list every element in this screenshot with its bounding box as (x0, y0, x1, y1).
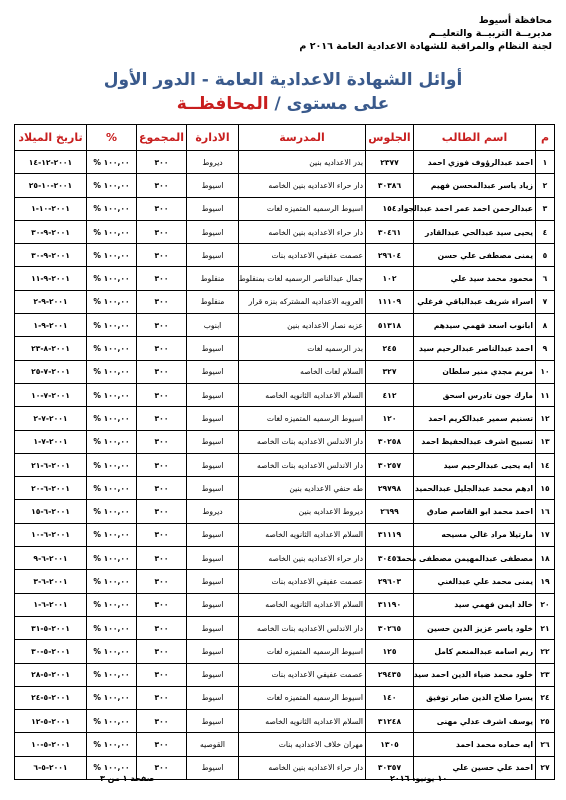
total-score: ٣٠٠ (137, 477, 187, 500)
table-row (15, 500, 555, 523)
total-score: ٣٠٠ (137, 616, 187, 639)
total-score: ٣٠٠ (137, 570, 187, 593)
school-name: عصمت عفيفي الاعداديه بنات (239, 244, 366, 267)
print-date: ١٠ يونيو، ٢٠١٦ (390, 774, 448, 783)
table-row (15, 616, 555, 639)
seat-number: ١٢٥ (366, 640, 414, 663)
percentage: ١٠٠,٠٠ % (87, 453, 137, 476)
administration: اسيوط (187, 547, 239, 570)
table-row (15, 733, 555, 756)
school-name: مهران خلاف الاعداديه بنات (239, 733, 366, 756)
committee-label: لجنة النظام والمراقبة للشهادة الاعدادية العامة ٢٠١٦ م (299, 41, 552, 52)
seat-number: ٣٠٣٨٦ (366, 174, 414, 197)
administration: اسيوط (187, 616, 239, 639)
percentage: ١٠٠,٠٠ % (87, 151, 137, 174)
seat-number: ٢٣٧٧ (366, 151, 414, 174)
table-row (15, 710, 555, 733)
ministry-header (299, 14, 552, 53)
row-number: ٤ (536, 220, 555, 243)
seat-number: ٣٠٤٦١ (366, 220, 414, 243)
student-name: مصطفى عبدالمهيمن مصطفى محمد (414, 547, 536, 570)
administration: اسيوط (187, 686, 239, 709)
school-name: عصمت عفيفي الاعداديه بنات (239, 570, 366, 593)
administration: اسيوط (187, 407, 239, 430)
school-name: اسيوط الرسميه المتميزه لغات (239, 640, 366, 663)
school-name: دار حراء الاعداديه بنين الخاصه (239, 547, 366, 570)
student-name: احمد علي حسين علي (414, 756, 536, 779)
student-name: تسنيم سمير عبدالكريم احمد (414, 407, 536, 430)
administration: منفلوط (187, 290, 239, 313)
total-score: ٣٠٠ (137, 663, 187, 686)
percentage: ١٠٠,٠٠ % (87, 570, 137, 593)
row-number: ٦ (536, 267, 555, 290)
school-name: اسيوط الرسميه المتميزه لغات (239, 197, 366, 220)
student-name: اسراء شريف عبدالباقي فرغلي (414, 290, 536, 313)
birth-date: ٢٠٠١-١٠-١ (15, 197, 87, 220)
percentage: ١٠٠,٠٠ % (87, 430, 137, 453)
administration: اسيوط (187, 570, 239, 593)
row-number: ٩ (536, 337, 555, 360)
table-row (15, 151, 555, 174)
birth-date: ٢٠٠١-٦-١ (15, 593, 87, 616)
student-name: خالد ايمن فهمي سيد (414, 593, 536, 616)
table-row (15, 477, 555, 500)
administration: اسيوط (187, 710, 239, 733)
percentage: ١٠٠,٠٠ % (87, 267, 137, 290)
percentage: ١٠٠,٠٠ % (87, 244, 137, 267)
total-score: ٣٠٠ (137, 500, 187, 523)
student-name: مارك جون تادرس اسحق (414, 383, 536, 406)
row-number: ١٧ (536, 523, 555, 546)
school-name: بدر الاعداديه بنين (239, 151, 366, 174)
school-name: بدر الرسميه لغات (239, 337, 366, 360)
table-row (15, 593, 555, 616)
school-name: السلام الاعداديه الثانويه الخاصه (239, 523, 366, 546)
seat-number: ١٣٠٥ (366, 733, 414, 756)
col-header-total: المجموع (137, 125, 187, 151)
birth-date: ٢٠٠١-٦-٣ (15, 570, 87, 593)
seat-number: ٣٠٣٥٧ (366, 756, 414, 779)
table-row (15, 360, 555, 383)
student-name: احمد عبدالناصر عبدالرحيم سيد (414, 337, 536, 360)
birth-date: ٢٠٠١-٥-٢٤ (15, 686, 87, 709)
seat-number: ١٤٠ (366, 686, 414, 709)
administration: ديروط (187, 500, 239, 523)
seat-number: ١١١٠٩ (366, 290, 414, 313)
seat-number: ٣١١٩٠ (366, 593, 414, 616)
seat-number: ٣٠٢٥٧ (366, 453, 414, 476)
school-name: دار الاندلس الاعداديه بنات الخاصه (239, 616, 366, 639)
percentage: ١٠٠,٠٠ % (87, 383, 137, 406)
administration: ابنوب (187, 314, 239, 337)
birth-date: ٢٠٠١-٩-٣٠ (15, 244, 87, 267)
total-score: ٣٠٠ (137, 733, 187, 756)
student-name: يسرا صلاح الدين صابر توفيق (414, 686, 536, 709)
document-title: أوائل الشهادة الاعدادية العامة - الدور الأول (103, 70, 463, 90)
table-row (15, 756, 555, 779)
total-score: ٣٠٠ (137, 360, 187, 383)
seat-number: ٢٩٧٩٨ (366, 477, 414, 500)
school-name: العروبه الاعداديه المشتركه بنزه قرار (239, 290, 366, 313)
total-score: ٣٠٠ (137, 407, 187, 430)
school-name: دار حراء الاعداديه بنين الخاصه (239, 220, 366, 243)
seat-number: ٣٠٢٥٨ (366, 430, 414, 453)
total-score: ٣٠٠ (137, 337, 187, 360)
school-name: السلام الاعداديه الثانويه الخاصه (239, 383, 366, 406)
row-number: ١٨ (536, 547, 555, 570)
table-row (15, 314, 555, 337)
table-row (15, 640, 555, 663)
document-subtitle (0, 94, 566, 114)
birth-date: ٢٠٠١-٧-١ (15, 430, 87, 453)
col-header-pct: % (87, 125, 137, 151)
row-number: ٨ (536, 314, 555, 337)
percentage: ١٠٠,٠٠ % (87, 547, 137, 570)
student-name: ايه حماده محمد احمد (414, 733, 536, 756)
total-score: ٣٠٠ (137, 290, 187, 313)
school-name: اسيوط الرسميه المتميزه لغات (239, 686, 366, 709)
student-name: مارتيلا مراد غالي مسيحه (414, 523, 536, 546)
row-number: ٧ (536, 290, 555, 313)
administration: القوصيه (187, 733, 239, 756)
total-score: ٣٠٠ (137, 547, 187, 570)
table-row (15, 663, 555, 686)
row-number: ٢٠ (536, 593, 555, 616)
school-name: اسيوط الرسميه المتميزه لغات (239, 407, 366, 430)
table-row (15, 174, 555, 197)
student-name: زياد ياسر عبدالمحسن فهيم (414, 174, 536, 197)
total-score: ٣٠٠ (137, 640, 187, 663)
birth-date: ٢٠٠١-٥-١٢ (15, 710, 87, 733)
total-score: ٣٠٠ (137, 220, 187, 243)
seat-number: ٢٩٤٣٥ (366, 663, 414, 686)
birth-date: ٢٠٠١-١٠-٢٥ (15, 174, 87, 197)
seat-number: ١٠٢ (366, 267, 414, 290)
table-row (15, 430, 555, 453)
percentage: ١٠٠,٠٠ % (87, 477, 137, 500)
school-name: دار حراء الاعداديه بنين الخاصه (239, 174, 366, 197)
seat-number: ٢٦٩٩ (366, 500, 414, 523)
table-row (15, 686, 555, 709)
student-name: يحيى سيد عبدالحي عبدالقادر (414, 220, 536, 243)
subtitle-highlight: المحافظــة (176, 94, 269, 114)
birth-date: ٢٠٠١-٦-١٥ (15, 500, 87, 523)
school-name: السلام الاعداديه الثانويه الخاصه (239, 710, 366, 733)
student-name: ادهم محمد عبدالجليل عبدالحميد (414, 477, 536, 500)
governorate-label: محافظة أسيوط (478, 15, 552, 26)
seat-number: ٣٢٧ (366, 360, 414, 383)
birth-date: ٢٠٠١-٥-٦ (15, 756, 87, 779)
percentage: ١٠٠,٠٠ % (87, 337, 137, 360)
seat-number: ٣١١١٩ (366, 523, 414, 546)
seat-number: ٢٤٥ (366, 337, 414, 360)
administration: اسيوط (187, 640, 239, 663)
row-number: ٢٤ (536, 686, 555, 709)
student-name: مريم مجدي منير سلطان (414, 360, 536, 383)
school-name: عزبه نصار الاعداديه بنين (239, 314, 366, 337)
administration: اسيوط (187, 430, 239, 453)
percentage: ١٠٠,٠٠ % (87, 500, 137, 523)
administration: اسيوط (187, 360, 239, 383)
student-name: يمنى مصطفى علي حسن (414, 244, 536, 267)
results-table (14, 124, 555, 780)
percentage: ١٠٠,٠٠ % (87, 663, 137, 686)
seat-number: ١٢٠ (366, 407, 414, 430)
seat-number: ٥١٣١٨ (366, 314, 414, 337)
school-name: السلام لغات الخاصه (239, 360, 366, 383)
administration: ديروط (187, 151, 239, 174)
row-number: ٣ (536, 197, 555, 220)
student-name: خلود محمد ضياء الدين احمد سيد (414, 663, 536, 686)
percentage: ١٠٠,٠٠ % (87, 710, 137, 733)
total-score: ٣٠٠ (137, 267, 187, 290)
table-header-row (15, 125, 555, 151)
total-score: ٣٠٠ (137, 314, 187, 337)
student-name: محمود محمد سيد علي (414, 267, 536, 290)
student-name: احمد محمد ابو القاسم صادق (414, 500, 536, 523)
total-score: ٣٠٠ (137, 174, 187, 197)
birth-date: ٢٠٠١-٩-٢ (15, 290, 87, 313)
total-score: ٣٠٠ (137, 523, 187, 546)
school-name: دار الاندلس الاعداديه بنات الخاصه (239, 430, 366, 453)
birth-date: ٢٠٠١-٥-١٠ (15, 733, 87, 756)
seat-number: ٣٠٤٥٦ (366, 547, 414, 570)
student-name: ابانوب اسعد فهمي سيدهم (414, 314, 536, 337)
school-name: دار الاندلس الاعداديه بنات الخاصه (239, 453, 366, 476)
administration: اسيوط (187, 174, 239, 197)
row-number: ١٥ (536, 477, 555, 500)
col-header-school: المدرسة (239, 125, 366, 151)
birth-date: ٢٠٠١-٧-٢ (15, 407, 87, 430)
row-number: ١٠ (536, 360, 555, 383)
percentage: ١٠٠,٠٠ % (87, 756, 137, 779)
row-number: ٢٧ (536, 756, 555, 779)
total-score: ٣٠٠ (137, 430, 187, 453)
student-name: يمنى محمد علي عبدالغني (414, 570, 536, 593)
directorate-label: مديريــة التربيــة والتعليــم (428, 28, 552, 39)
administration: اسيوط (187, 523, 239, 546)
seat-number: ٤١٢ (366, 383, 414, 406)
total-score: ٣٠٠ (137, 244, 187, 267)
school-name: ديروط الاعداديه بنين (239, 500, 366, 523)
total-score: ٣٠٠ (137, 756, 187, 779)
row-number: ٢٦ (536, 733, 555, 756)
student-name: خلود ياسر عزيز الدين حسين (414, 616, 536, 639)
total-score: ٣٠٠ (137, 197, 187, 220)
student-name: تسبيح اشرف عبدالحفيظ احمد (414, 430, 536, 453)
row-number: ١٦ (536, 500, 555, 523)
percentage: ١٠٠,٠٠ % (87, 174, 137, 197)
seat-number: ٣١٢٤٨ (366, 710, 414, 733)
percentage: ١٠٠,٠٠ % (87, 360, 137, 383)
table-row (15, 267, 555, 290)
col-header-name: اسم الطالب (414, 125, 536, 151)
table-row (15, 453, 555, 476)
student-name: ريم اسامه عبدالمنعم كامل (414, 640, 536, 663)
administration: اسيوط (187, 593, 239, 616)
row-number: ٢٣ (536, 663, 555, 686)
table-row (15, 244, 555, 267)
percentage: ١٠٠,٠٠ % (87, 314, 137, 337)
student-name: ايه يحيى عبدالرحيم سيد (414, 453, 536, 476)
table-row (15, 290, 555, 313)
row-number: ٥ (536, 244, 555, 267)
administration: اسيوط (187, 663, 239, 686)
table-row (15, 523, 555, 546)
table-row (15, 383, 555, 406)
administration: اسيوط (187, 453, 239, 476)
row-number: ١١ (536, 383, 555, 406)
total-score: ٣٠٠ (137, 593, 187, 616)
row-number: ٢٢ (536, 640, 555, 663)
birth-date: ٢٠٠١-٦-٢٠ (15, 477, 87, 500)
percentage: ١٠٠,٠٠ % (87, 593, 137, 616)
student-name: احمد عبدالرؤوف فوزي احمد (414, 151, 536, 174)
school-name: عصمت عفيفي الاعداديه بنات (239, 663, 366, 686)
total-score: ٣٠٠ (137, 453, 187, 476)
percentage: ١٠٠,٠٠ % (87, 220, 137, 243)
percentage: ١٠٠,٠٠ % (87, 733, 137, 756)
page-number: صفحة ١ من ٣ (100, 774, 155, 783)
school-name: طه حنفي الاعداديه بنين (239, 477, 366, 500)
school-name: جمال عبدالناصر الرسميه لغات بمنفلوط (239, 267, 366, 290)
administration: اسيوط (187, 337, 239, 360)
table-row (15, 407, 555, 430)
school-name: السلام الاعداديه الثانويه الخاصه (239, 593, 366, 616)
table-row (15, 220, 555, 243)
seat-number: ٢٩٦٠٤ (366, 244, 414, 267)
total-score: ٣٠٠ (137, 710, 187, 733)
total-score: ٣٠٠ (137, 686, 187, 709)
table-body (15, 151, 555, 780)
table-row (15, 197, 555, 220)
birth-date: ٢٠٠١-٧-١٠ (15, 383, 87, 406)
percentage: ١٠٠,٠٠ % (87, 640, 137, 663)
birth-date: ٢٠٠١-٦-٢١ (15, 453, 87, 476)
student-name: يوسف اشرف عدلي مهنى (414, 710, 536, 733)
birth-date: ٢٠٠١-٦-٩ (15, 547, 87, 570)
birth-date: ٢٠٠١-٨-٢٣ (15, 337, 87, 360)
total-score: ٣٠٠ (137, 383, 187, 406)
seat-number: ٢٩٦٠٣ (366, 570, 414, 593)
percentage: ١٠٠,٠٠ % (87, 616, 137, 639)
percentage: ١٠٠,٠٠ % (87, 407, 137, 430)
percentage: ١٠٠,٠٠ % (87, 290, 137, 313)
administration: اسيوط (187, 197, 239, 220)
percentage: ١٠٠,٠٠ % (87, 197, 137, 220)
birth-date: ٢٠٠١-٩-١١ (15, 267, 87, 290)
seat-number: ٣٠٢٦٥ (366, 616, 414, 639)
student-name: عبدالرحمن احمد عمر احمد عبدالجواد (414, 197, 536, 220)
table-row (15, 337, 555, 360)
birth-date: ٢٠٠١-٧-٢٥ (15, 360, 87, 383)
row-number: ١٣ (536, 430, 555, 453)
birth-date: ٢٠٠١-٩-١ (15, 314, 87, 337)
col-header-dob: تاريخ الميلاد (15, 125, 87, 151)
col-header-admin: الادارة (187, 125, 239, 151)
subtitle-prefix: على مستوى / (268, 94, 390, 114)
col-header-num: م (536, 125, 555, 151)
administration: اسيوط (187, 383, 239, 406)
administration: اسيوط (187, 756, 239, 779)
birth-date: ٢٠٠١-٥-٢٨ (15, 663, 87, 686)
row-number: ٢٥ (536, 710, 555, 733)
birth-date: ٢٠٠١-٥-٣٠ (15, 640, 87, 663)
row-number: ١ (536, 151, 555, 174)
col-header-code: الجلوس (366, 125, 414, 151)
birth-date: ٢٠٠١-١٢-١٤ (15, 151, 87, 174)
percentage: ١٠٠,٠٠ % (87, 686, 137, 709)
administration: اسيوط (187, 220, 239, 243)
birth-date: ٢٠٠١-٥-٣١ (15, 616, 87, 639)
school-name: دار حراء الاعداديه بنين الخاصه (239, 756, 366, 779)
table-row (15, 547, 555, 570)
administration: منفلوط (187, 267, 239, 290)
administration: اسيوط (187, 477, 239, 500)
row-number: ١٢ (536, 407, 555, 430)
row-number: ١٤ (536, 453, 555, 476)
percentage: ١٠٠,٠٠ % (87, 523, 137, 546)
row-number: ٢١ (536, 616, 555, 639)
administration: اسيوط (187, 244, 239, 267)
table-row (15, 570, 555, 593)
birth-date: ٢٠٠١-٦-١٠ (15, 523, 87, 546)
birth-date: ٢٠٠١-٩-٣٠ (15, 220, 87, 243)
total-score: ٣٠٠ (137, 151, 187, 174)
row-number: ١٩ (536, 570, 555, 593)
seat-number: ١٥٤ (366, 197, 414, 220)
row-number: ٢ (536, 174, 555, 197)
